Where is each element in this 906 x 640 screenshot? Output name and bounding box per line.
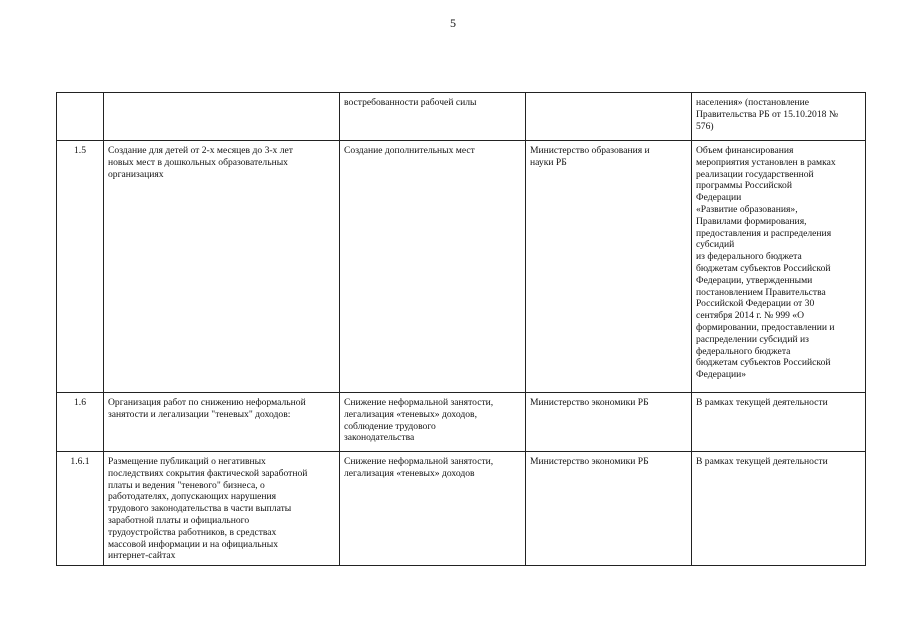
cell-number: 1.5 (57, 141, 104, 393)
cell-goal: Снижение неформальной занятости, легализация «теневых» доходов (340, 452, 526, 566)
cell-executor: Министерство образования и науки РБ (526, 141, 692, 393)
table-row (57, 141, 866, 393)
cell-financing: Объем финансирования мероприятия установлен в рамках реализации государственной программы Российской Федерации «Развитие образования», Правилами формирования, предоставления и распределения субсидий из федерального бюджета бюджетам субъектов Российской Федерации, утвержденными постановлением Правительства Российской Федерации от 30 сентября 2014 г. № 999 «О формировании, предоставлении и распределении субсидий из федерального бюджета бюджетам субъектов Российской Федерации» (692, 141, 866, 393)
cell-executor: Министерство экономики РБ (526, 452, 692, 566)
cell-number: 1.6.1 (57, 452, 104, 566)
measures-table (56, 92, 866, 566)
table-row (57, 452, 866, 566)
cell-goal: востребованности рабочей силы (340, 93, 526, 141)
cell-financing: В рамках текущей деятельности (692, 452, 866, 566)
cell-measure: Создание для детей от 2-х месяцев до 3-х лет новых мест в дошкольных образовательных организациях (104, 141, 340, 393)
table-row (57, 93, 866, 141)
cell-number (57, 93, 104, 141)
cell-measure: Организация работ по снижению неформальной занятости и легализации "теневых" доходов: (104, 393, 340, 452)
table-row (57, 393, 866, 452)
page-number: 5 (450, 16, 456, 30)
cell-executor (526, 93, 692, 141)
cell-financing: населения» (постановление Правительства РБ от 15.10.2018 № 576) (692, 93, 866, 141)
cell-measure (104, 93, 340, 141)
cell-goal: Снижение неформальной занятости, легализация «теневых» доходов, соблюдение трудового законодательства (340, 393, 526, 452)
cell-executor: Министерство экономики РБ (526, 393, 692, 452)
cell-goal: Создание дополнительных мест (340, 141, 526, 393)
cell-financing: В рамках текущей деятельности (692, 393, 866, 452)
cell-number: 1.6 (57, 393, 104, 452)
cell-measure: Размещение публикаций о негативных последствиях сокрытия фактической заработной платы и ведения "теневого" бизнеса, о работодателях, допускающих нарушения трудового законодательства в части выплаты заработной платы и официального трудоустройства работников, в средствах массовой информации и на официальных интернет-сайтах (104, 452, 340, 566)
